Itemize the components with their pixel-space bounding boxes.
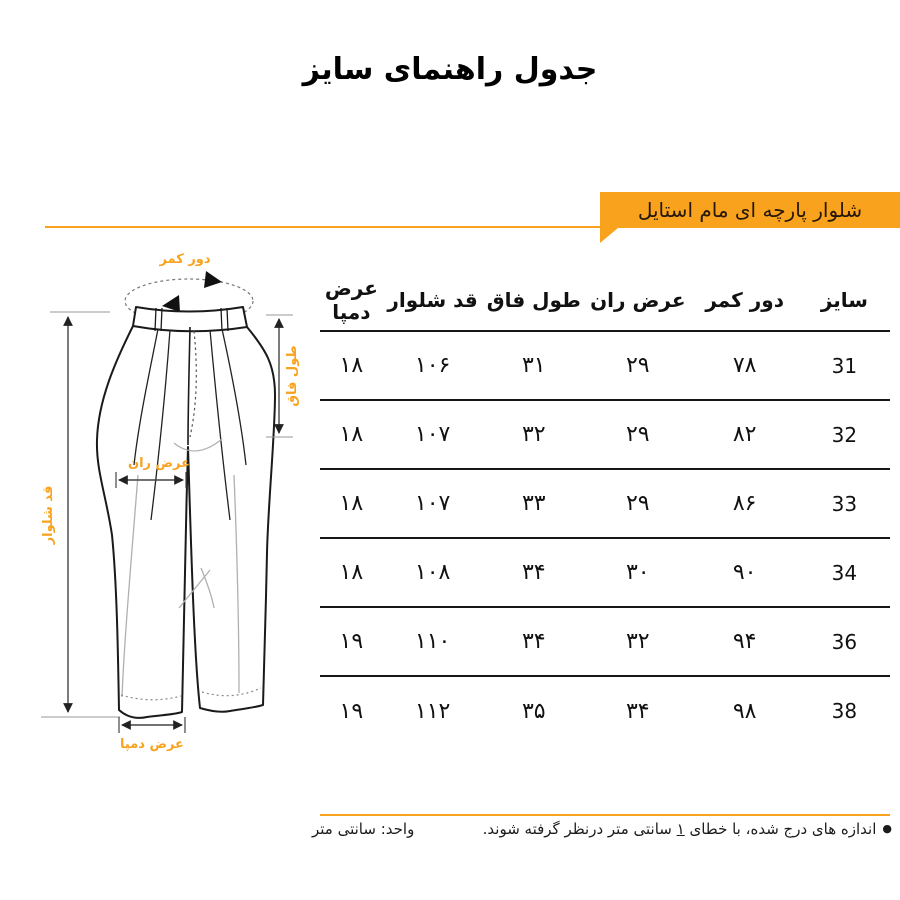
- table-row: [320, 469, 890, 538]
- col-header-waist: دور کمر: [691, 270, 799, 331]
- tolerance-note: [483, 820, 892, 838]
- cell-waist: ۸۲: [691, 400, 799, 469]
- thigh-label: عرض ران: [127, 456, 191, 471]
- rise-measurement: [266, 315, 300, 437]
- size-table: [320, 270, 890, 745]
- col-header-size: سایز: [799, 270, 890, 331]
- page-title: جدول راهنمای سایز: [302, 52, 598, 87]
- col-header-thigh: عرض ران: [585, 270, 690, 331]
- cell-hem: ۱۹: [339, 698, 364, 724]
- rise-label: طول فاق: [285, 345, 300, 407]
- cell-rise: ۳۴: [482, 607, 585, 676]
- cell-thigh: ۲۹: [585, 400, 690, 469]
- cell-size: 34: [799, 538, 890, 607]
- cell-waist: ۹۰: [691, 538, 799, 607]
- cell-hem: ۱۹: [320, 607, 383, 676]
- cell-size: 33: [799, 469, 890, 538]
- cell-length: ۱۱۲: [414, 698, 451, 724]
- cell-hem: ۱۸: [320, 538, 383, 607]
- cell-thigh: ۲۹: [585, 331, 690, 400]
- banner-tail-triangle: [600, 228, 618, 243]
- cell-hem: ۱۸: [320, 331, 383, 400]
- table-row: [320, 538, 890, 607]
- table-row: [320, 607, 890, 676]
- cell-waist: ۸۶: [691, 469, 799, 538]
- table-row: [320, 331, 890, 400]
- cell-length: ۱۰۷: [383, 400, 483, 469]
- size-table-header: [320, 270, 890, 331]
- cell-hem: ۱۸: [320, 400, 383, 469]
- cell-thigh: ۳۰: [585, 538, 690, 607]
- crease-lines: [122, 439, 239, 697]
- product-banner: [600, 192, 900, 228]
- pants-diagram: [38, 245, 330, 780]
- cell-size: 31: [799, 331, 890, 400]
- cell-length: ۱۱۰: [383, 607, 483, 676]
- cell-length: ۱۰۸: [383, 538, 483, 607]
- cell-thigh: ۳۲: [585, 607, 690, 676]
- cell-thigh: ۳۴: [625, 698, 650, 724]
- cell-rise: ۳۲: [482, 400, 585, 469]
- cell-size: 36: [799, 607, 890, 676]
- col-header-rise: طول فاق: [482, 270, 585, 331]
- cell-size: 32: [799, 400, 890, 469]
- tolerance-note-text-pre: اندازه های درج شده، با خطای: [684, 820, 877, 838]
- cell-rise: ۳۳: [482, 469, 585, 538]
- cell-hem: ۱۸: [320, 469, 383, 538]
- col-header-length: قد شلوار: [383, 270, 483, 331]
- cell-waist: ۹۸: [732, 698, 757, 724]
- waist-label: دور کمر: [159, 252, 211, 267]
- cell-length: ۱۰۷: [383, 469, 483, 538]
- cell-waist: ۹۴: [691, 607, 799, 676]
- tolerance-note-text-post: سانتی متر درنظر گرفته شوند.: [482, 820, 677, 838]
- cell-rise: ۳۱: [482, 331, 585, 400]
- cell-rise: ۳۵: [521, 698, 546, 724]
- cell-length: ۱۰۶: [383, 331, 483, 400]
- banner-underline: [45, 226, 600, 228]
- hem-stitch-lines: [121, 688, 261, 700]
- table-row: [320, 400, 890, 469]
- cell-size: 38: [831, 699, 858, 723]
- col-header-hem: عرض دمپا: [320, 270, 383, 331]
- footer-divider: [320, 814, 890, 816]
- cell-rise: ۳۴: [482, 538, 585, 607]
- waist-arrow-left-icon: [162, 295, 180, 312]
- hem-label: عرض دمپا: [120, 737, 184, 752]
- length-label: قد شلوار: [41, 485, 56, 545]
- center-seam: [188, 327, 196, 445]
- bullet-icon: ●: [882, 822, 892, 835]
- thigh-measurement: [116, 456, 190, 488]
- hem-measurement: [119, 717, 185, 752]
- cell-waist: ۷۸: [691, 331, 799, 400]
- waist-arrow-right-icon: [204, 271, 222, 288]
- unit-note: واحد: سانتی متر: [312, 820, 415, 838]
- size-table-body: [320, 331, 890, 745]
- product-banner-label: شلوار پارچه ای مام استایل: [637, 198, 863, 222]
- tolerance-note-number: ۱: [676, 820, 685, 838]
- cell-thigh: ۲۹: [585, 469, 690, 538]
- table-row: [320, 676, 890, 745]
